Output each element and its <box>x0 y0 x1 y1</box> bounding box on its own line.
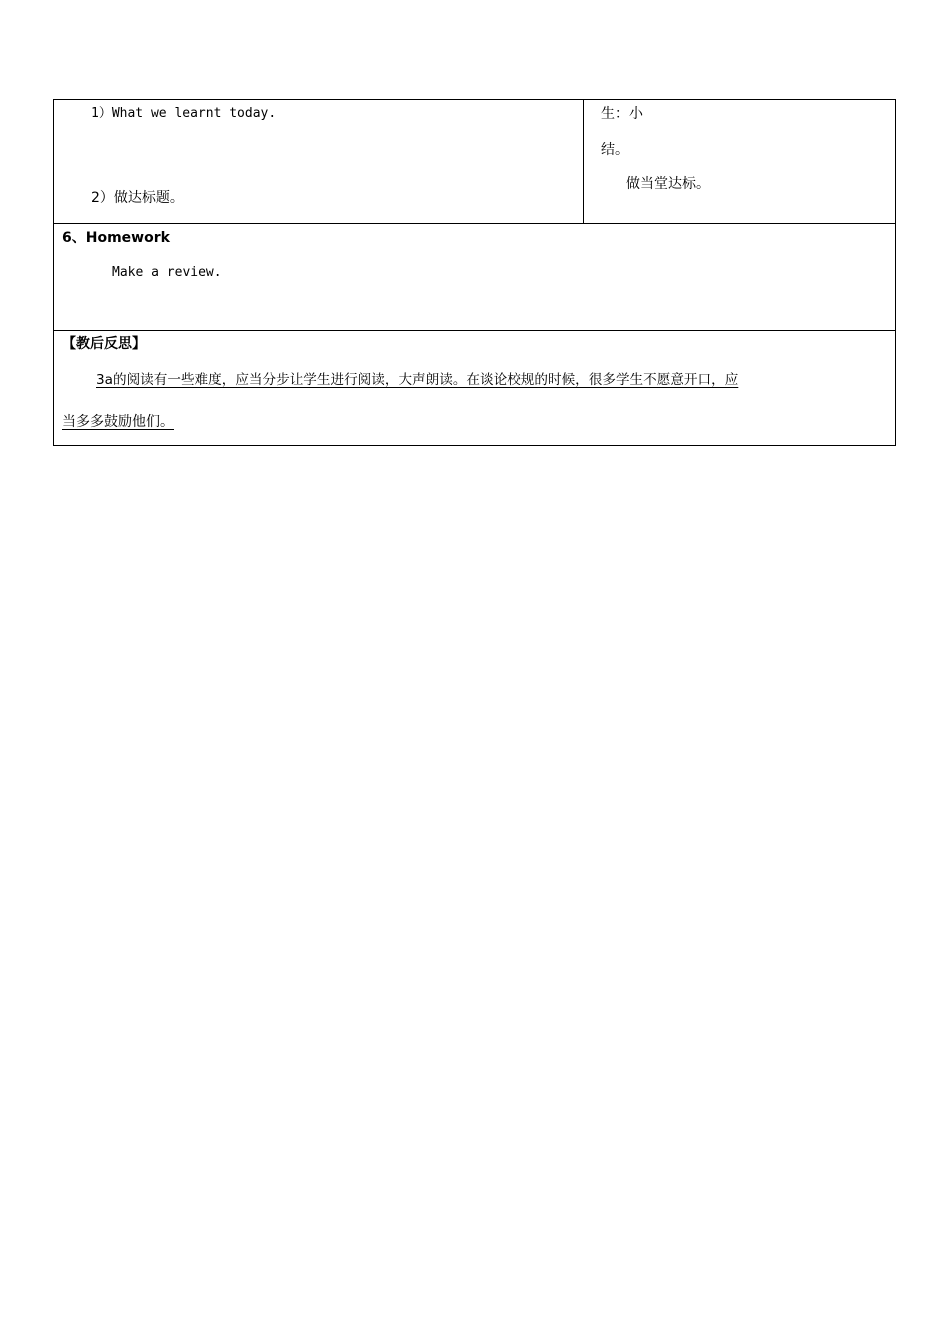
summary-student-cell <box>584 100 896 224</box>
reflection-cell <box>54 331 896 446</box>
lesson-plan-table <box>53 99 896 446</box>
homework-cell <box>54 224 896 331</box>
reflection-text-line-1: 3a的阅读有一些难度，应当分步让学生进行阅读，大声朗读。在谈论校规的时候，很多学生不愿意开口，应 <box>96 372 739 388</box>
reflection-text-line-2: 当多多鼓励他们。 <box>62 414 174 430</box>
homework-heading: 6、Homework <box>62 230 170 246</box>
student-summary-line-3: 做当堂达标。 <box>626 176 710 192</box>
summary-row <box>54 100 896 224</box>
summary-item-2: 2）做达标题。 <box>91 190 184 206</box>
reflection-row <box>54 331 896 446</box>
student-summary-line-1: 生：小 <box>601 106 643 122</box>
summary-item-1: 1）What we learnt today. <box>91 106 277 121</box>
reflection-heading: 【教后反思】 <box>62 336 146 352</box>
homework-row <box>54 224 896 331</box>
student-summary-line-2: 结。 <box>601 142 629 158</box>
homework-content: Make a review. <box>112 265 222 280</box>
summary-teacher-cell <box>54 100 584 224</box>
